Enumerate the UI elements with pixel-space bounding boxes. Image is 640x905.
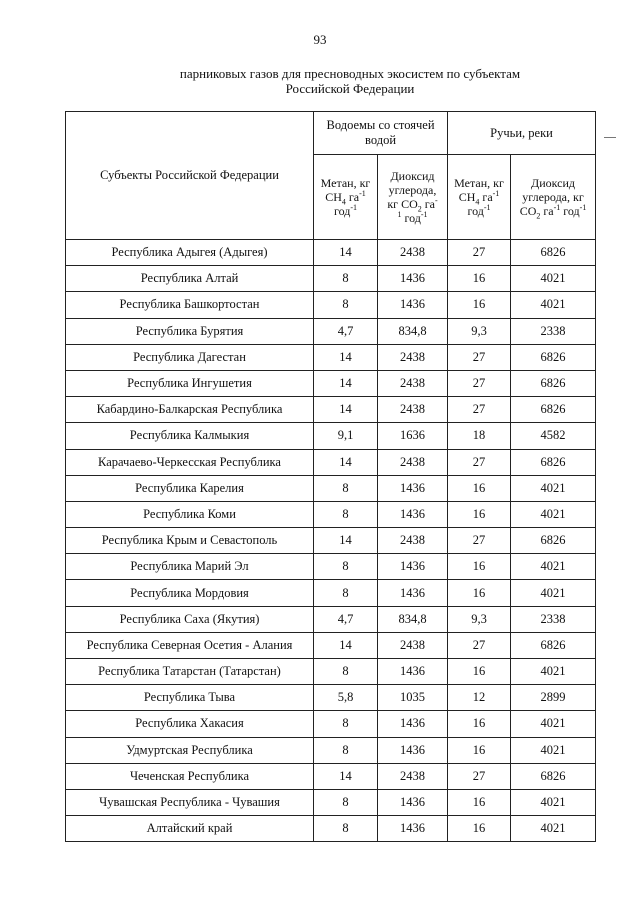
- standing-methane-cell: 14: [314, 632, 378, 658]
- standing-co2-cell: 1035: [378, 685, 448, 711]
- subject-name-cell: Удмуртская Республика: [66, 737, 314, 763]
- standing-methane-cell: 8: [314, 789, 378, 815]
- standing-methane-cell: 8: [314, 816, 378, 842]
- standing-methane-cell: 4,7: [314, 606, 378, 632]
- river-methane-cell: 27: [448, 632, 511, 658]
- river-co2-cell: 4021: [511, 789, 596, 815]
- standing-methane-cell: 5,8: [314, 685, 378, 711]
- standing-methane-cell: 14: [314, 449, 378, 475]
- standing-co2-cell: 1636: [378, 423, 448, 449]
- standing-methane-cell: 14: [314, 397, 378, 423]
- river-methane-cell: 27: [448, 344, 511, 370]
- river-co2-cell: 2338: [511, 606, 596, 632]
- river-methane-cell: 18: [448, 423, 511, 449]
- subject-name-cell: Республика Карелия: [66, 475, 314, 501]
- standing-co2-cell: 1436: [378, 737, 448, 763]
- river-methane-cell: 16: [448, 659, 511, 685]
- standing-methane-cell: 4,7: [314, 318, 378, 344]
- river-co2-cell: 6826: [511, 632, 596, 658]
- subject-name-cell: Алтайский край: [66, 816, 314, 842]
- table-row: [66, 344, 596, 370]
- subject-name-cell: Республика Адыгея (Адыгея): [66, 240, 314, 266]
- subject-name-cell: Кабардино-Балкарская Республика: [66, 397, 314, 423]
- subject-name-cell: Республика Крым и Севастополь: [66, 528, 314, 554]
- table-row: [66, 789, 596, 815]
- title-line-2: Российской Федерации: [285, 81, 415, 96]
- river-methane-cell: 16: [448, 501, 511, 527]
- table-row: [66, 685, 596, 711]
- river-co2-cell: 4582: [511, 423, 596, 449]
- table-row: [66, 292, 596, 318]
- river-co2-cell: 4021: [511, 475, 596, 501]
- river-co2-cell: 4021: [511, 711, 596, 737]
- table-row: [66, 318, 596, 344]
- river-co2-cell: 2338: [511, 318, 596, 344]
- table-row: [66, 711, 596, 737]
- standing-methane-cell: 8: [314, 292, 378, 318]
- river-methane-cell: 12: [448, 685, 511, 711]
- river-co2-cell: 4021: [511, 554, 596, 580]
- standing-co2-cell: 1436: [378, 475, 448, 501]
- river-co2-cell: 6826: [511, 763, 596, 789]
- standing-methane-cell: 8: [314, 711, 378, 737]
- river-methane-cell: 16: [448, 266, 511, 292]
- table-row: [66, 423, 596, 449]
- standing-methane-cell: 14: [314, 528, 378, 554]
- page-title: [60, 66, 640, 96]
- table-row: [66, 632, 596, 658]
- river-co2-cell: 4021: [511, 659, 596, 685]
- table-row: [66, 816, 596, 842]
- standing-co2-cell: 2438: [378, 449, 448, 475]
- streams-rivers-header: Ручьи, реки: [448, 112, 596, 155]
- standing-water-header: Водоемы со стоячей водой: [314, 112, 448, 155]
- river-co2-cell: 6826: [511, 370, 596, 396]
- standing-methane-header: Метан, кг $CH_4$ $га^{-1}$ год$^{-1}$: [314, 155, 378, 240]
- subject-name-cell: Республика Башкортостан: [66, 292, 314, 318]
- river-co2-cell: 4021: [511, 292, 596, 318]
- subject-name-cell: Республика Мордовия: [66, 580, 314, 606]
- river-methane-cell: 9,3: [448, 318, 511, 344]
- river-methane-cell: 16: [448, 554, 511, 580]
- subject-name-cell: Чеченская Республика: [66, 763, 314, 789]
- standing-co2-cell: 1436: [378, 501, 448, 527]
- river-methane-cell: 27: [448, 370, 511, 396]
- river-methane-cell: 16: [448, 475, 511, 501]
- river-co2-cell: 4021: [511, 501, 596, 527]
- standing-co2-cell: 1436: [378, 816, 448, 842]
- standing-methane-cell: 8: [314, 266, 378, 292]
- table-header: [66, 112, 596, 240]
- river-co2-cell: 4021: [511, 266, 596, 292]
- river-co2-cell: 2899: [511, 685, 596, 711]
- standing-co2-cell: 1436: [378, 266, 448, 292]
- river-co2-cell: 6826: [511, 397, 596, 423]
- river-co2-cell: 6826: [511, 449, 596, 475]
- river-methane-cell: 16: [448, 711, 511, 737]
- standing-co2-cell: 2438: [378, 397, 448, 423]
- subject-name-cell: Республика Калмыкия: [66, 423, 314, 449]
- river-co2-cell: 4021: [511, 737, 596, 763]
- standing-co2-cell: 834,8: [378, 318, 448, 344]
- table-row: [66, 554, 596, 580]
- table-row: [66, 475, 596, 501]
- river-methane-cell: 16: [448, 580, 511, 606]
- standing-co2-cell: 2438: [378, 632, 448, 658]
- river-co2-header: Диоксид углерода, кг $CO_2$ $га^{-1}$ год$^{-1}$: [511, 155, 596, 240]
- subject-name-cell: Карачаево-Черкесская Республика: [66, 449, 314, 475]
- standing-methane-cell: 14: [314, 344, 378, 370]
- subject-name-cell: Республика Марий Эл: [66, 554, 314, 580]
- river-methane-cell: 27: [448, 240, 511, 266]
- standing-co2-cell: 1436: [378, 292, 448, 318]
- subject-name-cell: Республика Саха (Якутия): [66, 606, 314, 632]
- table-row: [66, 501, 596, 527]
- standing-methane-cell: 8: [314, 501, 378, 527]
- standing-co2-cell: 1436: [378, 659, 448, 685]
- river-co2-cell: 6826: [511, 240, 596, 266]
- standing-co2-header: Диоксид углерода, кг $CO_2$ га- $^1$ год$^{-1}$: [378, 155, 448, 240]
- standing-co2-cell: 2438: [378, 370, 448, 396]
- river-methane-cell: 27: [448, 397, 511, 423]
- subject-name-cell: Республика Алтай: [66, 266, 314, 292]
- table-row: [66, 240, 596, 266]
- table-row: [66, 580, 596, 606]
- table-row: [66, 763, 596, 789]
- table-row: [66, 659, 596, 685]
- subject-name-cell: Республика Бурятия: [66, 318, 314, 344]
- standing-methane-cell: 14: [314, 763, 378, 789]
- table-row: [66, 370, 596, 396]
- river-methane-cell: 16: [448, 789, 511, 815]
- standing-co2-cell: 2438: [378, 763, 448, 789]
- standing-methane-cell: 8: [314, 475, 378, 501]
- river-methane-header: Метан, кг $CH_4$ $га^{-1}$ год$^{-1}$: [448, 155, 511, 240]
- river-methane-cell: 16: [448, 816, 511, 842]
- river-co2-cell: 4021: [511, 580, 596, 606]
- subject-name-cell: Республика Коми: [66, 501, 314, 527]
- table-row: [66, 266, 596, 292]
- standing-methane-cell: 8: [314, 554, 378, 580]
- table-body: [66, 240, 596, 842]
- subject-name-cell: Республика Татарстан (Татарстан): [66, 659, 314, 685]
- standing-co2-cell: 834,8: [378, 606, 448, 632]
- river-co2-cell: 4021: [511, 816, 596, 842]
- table-row: [66, 606, 596, 632]
- river-methane-cell: 16: [448, 292, 511, 318]
- scan-artifact: [604, 137, 616, 138]
- standing-co2-cell: 2438: [378, 240, 448, 266]
- standing-methane-cell: 9,1: [314, 423, 378, 449]
- river-methane-cell: 16: [448, 737, 511, 763]
- subject-name-cell: Республика Ингушетия: [66, 370, 314, 396]
- standing-methane-cell: 14: [314, 240, 378, 266]
- table-row: [66, 737, 596, 763]
- river-methane-cell: 27: [448, 528, 511, 554]
- standing-co2-cell: 1436: [378, 554, 448, 580]
- standing-co2-cell: 1436: [378, 711, 448, 737]
- standing-methane-cell: 8: [314, 737, 378, 763]
- standing-methane-cell: 14: [314, 370, 378, 396]
- subject-header: Субъекты Российской Федерации: [66, 112, 314, 240]
- standing-co2-cell: 2438: [378, 528, 448, 554]
- river-methane-cell: 27: [448, 763, 511, 789]
- subject-name-cell: Республика Тыва: [66, 685, 314, 711]
- subject-name-cell: Республика Северная Осетия - Алания: [66, 632, 314, 658]
- subject-name-cell: Чувашская Республика - Чувашия: [66, 789, 314, 815]
- standing-co2-cell: 1436: [378, 580, 448, 606]
- standing-co2-cell: 2438: [378, 344, 448, 370]
- emissions-table: [65, 111, 596, 842]
- standing-co2-cell: 1436: [378, 789, 448, 815]
- page-number: 93: [313, 32, 327, 47]
- title-line-1: парниковых газов для пресноводных экосистем по субъектам: [179, 66, 521, 81]
- river-methane-cell: 9,3: [448, 606, 511, 632]
- table-row: [66, 449, 596, 475]
- river-co2-cell: 6826: [511, 344, 596, 370]
- table-row: [66, 397, 596, 423]
- standing-methane-cell: 8: [314, 659, 378, 685]
- table-row: [66, 528, 596, 554]
- standing-methane-cell: 8: [314, 580, 378, 606]
- subject-name-cell: Республика Хакасия: [66, 711, 314, 737]
- river-methane-cell: 27: [448, 449, 511, 475]
- subject-name-cell: Республика Дагестан: [66, 344, 314, 370]
- river-co2-cell: 6826: [511, 528, 596, 554]
